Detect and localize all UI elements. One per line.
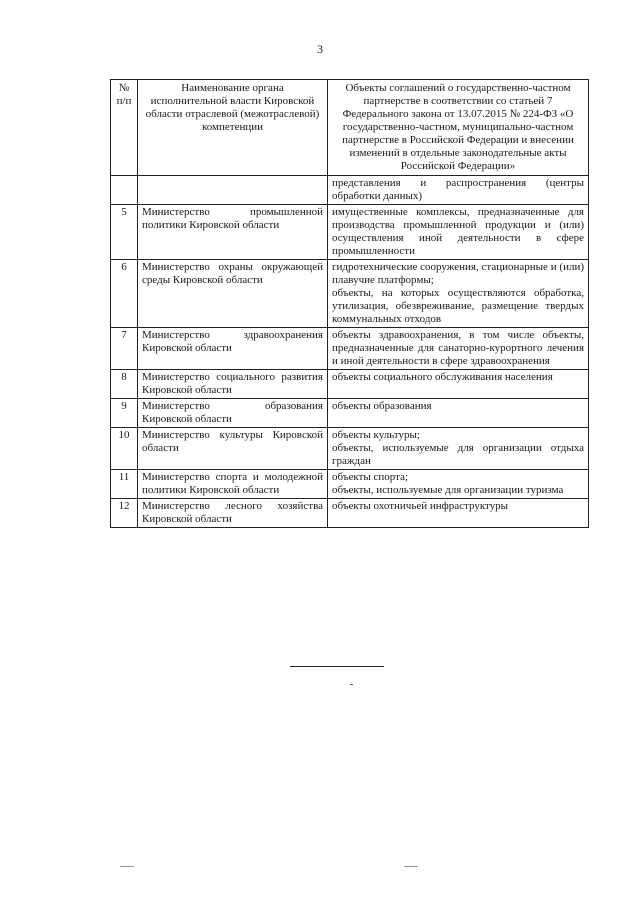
row-num: 5 xyxy=(111,205,138,260)
table-row xyxy=(111,428,589,470)
row-objects: объекты охотничьей инфраструктуры xyxy=(328,499,589,528)
table-row xyxy=(111,328,589,370)
row-objects: объекты образования xyxy=(328,399,589,428)
table-header-row xyxy=(111,80,589,176)
table-row xyxy=(111,499,589,528)
row-num: 8 xyxy=(111,370,138,399)
row-organ: Министерство охраны окружающей среды Кировской области xyxy=(138,260,328,328)
row-num: 12 xyxy=(111,499,138,528)
row-objects-2: объекты, используемые для организации отдыха граждан xyxy=(332,442,584,467)
row-objects: гидротехнические сооружения, стационарные и (или) плавучие платформы; xyxy=(332,261,584,286)
row-objects-cell xyxy=(328,428,589,470)
scan-dot xyxy=(350,684,353,685)
row-num: 11 xyxy=(111,470,138,499)
row-num: 7 xyxy=(111,328,138,370)
row-organ: Министерство лесного хозяйства Кировской области xyxy=(138,499,328,528)
row-num: 6 xyxy=(111,260,138,328)
header-objects: Объекты соглашений о государственно-частном партнерстве в соответствии со статьей 7 Федерального закона от 13.07.2015 № 224-ФЗ «О государственно-частном, муниципально-частном партнерстве в Российской Федерации и внесении изменений в отдельные законодательные акты Российской Федерации» xyxy=(328,80,589,176)
end-rule xyxy=(290,666,384,667)
row-organ: Министерство культуры Кировской области xyxy=(138,428,328,470)
row-num xyxy=(111,176,138,205)
row-objects: объекты здравоохранения, в том числе объекты, предназначенные для санаторно-курортного лечения и иной деятельности в сфере здравоохранения xyxy=(328,328,589,370)
row-objects: имущественные комплексы, предназначенные для производства промышленной продукции и (или) осуществления иной деятельности в сфере промышленности xyxy=(328,205,589,260)
row-num: 9 xyxy=(111,399,138,428)
table-row xyxy=(111,470,589,499)
row-organ: Министерство спорта и молодежной политики Кировской области xyxy=(138,470,328,499)
row-objects-2: объекты, используемые для организации туризма xyxy=(332,484,564,496)
row-organ: Министерство промышленной политики Кировской области xyxy=(138,205,328,260)
row-objects: объекты спорта; xyxy=(332,471,409,483)
row-objects-2: объекты, на которых осуществляются обработка, утилизация, обезвреживание, размещение твердых коммунальных отходов xyxy=(332,287,584,325)
table-row xyxy=(111,260,589,328)
page-number: 3 xyxy=(317,42,323,56)
header-organ: Наименование органа исполнительной власти Кировской области отраслевой (межотраслевой) компетенции xyxy=(138,80,328,176)
row-num: 10 xyxy=(111,428,138,470)
row-objects-cell xyxy=(328,470,589,499)
table-row xyxy=(111,176,589,205)
scan-mark xyxy=(404,866,418,867)
row-objects: объекты социального обслуживания населения xyxy=(328,370,589,399)
objects-table xyxy=(110,79,589,528)
row-objects-cell xyxy=(328,260,589,328)
row-organ: Министерство здравоохранения Кировской области xyxy=(138,328,328,370)
header-num: № п/п xyxy=(111,80,138,176)
table-row xyxy=(111,205,589,260)
scan-mark xyxy=(120,866,134,867)
row-organ xyxy=(138,176,328,205)
row-objects: объекты культуры; xyxy=(332,429,420,441)
row-organ: Министерство социального развития Кировской области xyxy=(138,370,328,399)
table-row xyxy=(111,370,589,399)
row-objects: представления и распространения (центры обработки данных) xyxy=(328,176,589,205)
row-organ: Министерство образования Кировской области xyxy=(138,399,328,428)
table-row xyxy=(111,399,589,428)
